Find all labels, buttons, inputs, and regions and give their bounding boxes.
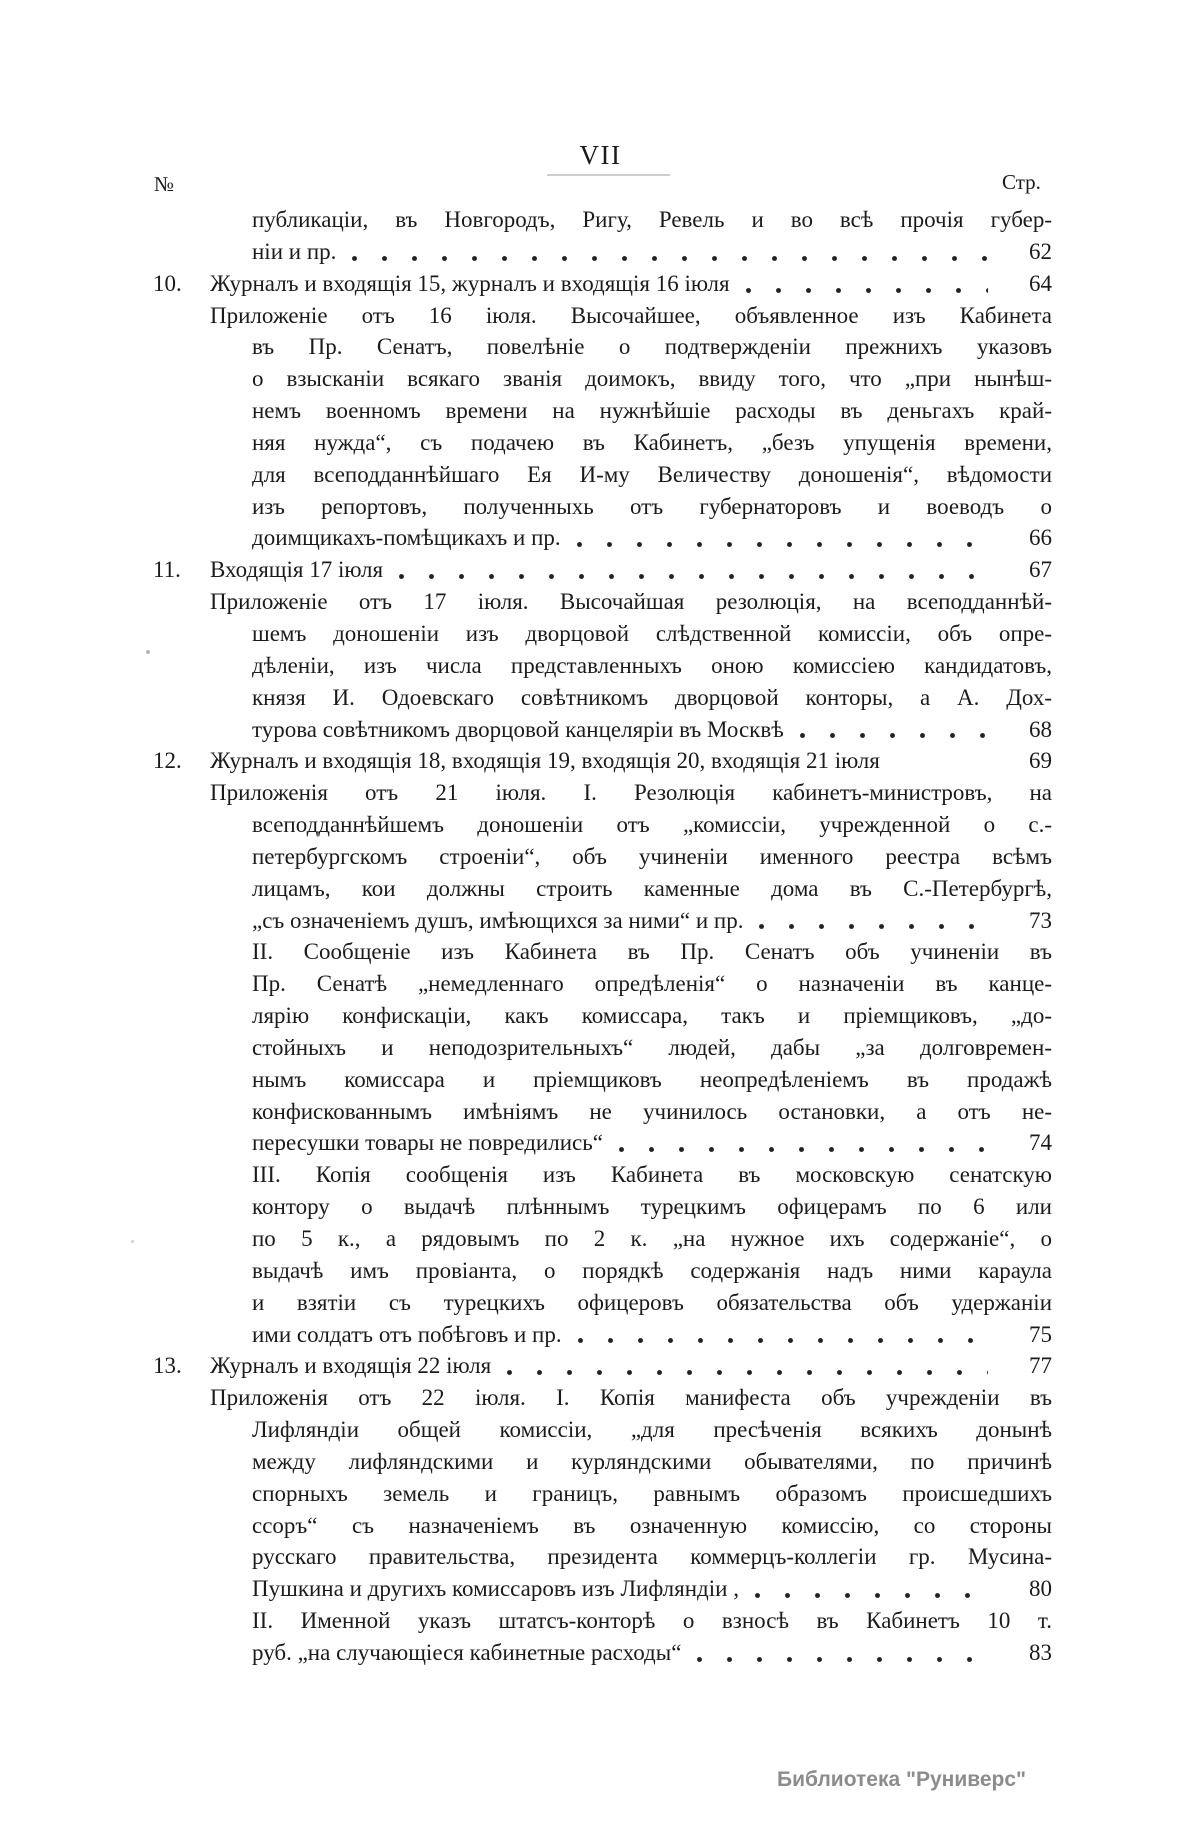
entry-text: II. Именной указъ штатсъ-конторѣ о взносѣ въ Кабинетъ 10 т. bbox=[252, 1608, 1052, 1634]
dot-leader bbox=[578, 1319, 988, 1351]
dot-leader bbox=[352, 236, 988, 268]
page-number: 68 bbox=[1029, 716, 1052, 742]
header-rule bbox=[547, 174, 670, 176]
toc-line bbox=[153, 682, 1052, 714]
toc-line bbox=[153, 427, 1052, 459]
toc-line bbox=[153, 1096, 1052, 1128]
dot-leader bbox=[746, 268, 988, 300]
toc-line bbox=[153, 745, 1052, 777]
entry-text: лярію конфискаціи, какъ комиссара, такъ и пріемщиковъ, „до- bbox=[252, 1003, 1052, 1029]
entry-text: II. Сообщеніе изъ Кабинета въ Пр. Сенатъ объ учиненіи въ bbox=[252, 939, 1052, 965]
toc-line bbox=[153, 1414, 1052, 1446]
entry-text: немъ военномъ времени на нужнѣйшіе расходы въ деньгахъ край- bbox=[252, 398, 1052, 424]
entry-text: Приложеніе отъ 17 іюля. Высочайшая резолюція, на всеподданнѣй- bbox=[210, 589, 1052, 615]
toc-line bbox=[153, 1446, 1052, 1478]
toc-line bbox=[153, 618, 1052, 650]
entry-number: 11. bbox=[153, 557, 181, 583]
page-number: 69 bbox=[1029, 748, 1052, 774]
toc-line bbox=[153, 1223, 1052, 1255]
entry-text: Приложеніе отъ 16 іюля. Высочайшее, объявленное изъ Кабинета bbox=[210, 302, 1052, 328]
page-number: 66 bbox=[1029, 525, 1052, 551]
dot-leader bbox=[619, 1127, 988, 1159]
entry-text: нымъ комиссара и пріемщиковъ неопредѣленіемъ въ продажѣ bbox=[252, 1066, 1052, 1092]
toc-line bbox=[153, 936, 1052, 968]
entry-text: Пушкина и другихъ комиссаровъ изъ Лифляндіи , bbox=[252, 1576, 739, 1602]
entry-text: шемъ доношеніи изъ дворцовой слѣдственной комиссіи, объ опре- bbox=[252, 620, 1052, 646]
toc-line bbox=[153, 1191, 1052, 1223]
entry-number: 10. bbox=[153, 270, 182, 296]
toc-line bbox=[153, 1541, 1052, 1573]
entry-text: между лифляндскими и курляндскими обывателями, по причинѣ bbox=[252, 1448, 1052, 1474]
entry-text: Входящія 17 іюля bbox=[210, 557, 384, 583]
page-roman-numeral: VII bbox=[579, 140, 622, 170]
toc-line bbox=[153, 1637, 1052, 1669]
toc-line bbox=[153, 1064, 1052, 1096]
toc-line bbox=[153, 1319, 1052, 1351]
page-number: 75 bbox=[1029, 1321, 1052, 1347]
toc-line bbox=[153, 236, 1052, 268]
toc-line bbox=[153, 873, 1052, 905]
toc-line bbox=[153, 841, 1052, 873]
entry-text: Журналъ и входящія 22 іюля bbox=[210, 1353, 492, 1379]
entry-text: Лифляндіи общей комиссіи, „для пресѣченія всякихъ донынѣ bbox=[252, 1417, 1052, 1443]
page-number: 77 bbox=[1029, 1353, 1052, 1379]
page-number: 67 bbox=[1029, 557, 1052, 583]
toc-line bbox=[153, 1478, 1052, 1510]
entry-text: Приложенія отъ 21 іюля. I. Резолюція кабинетъ-министровъ, на bbox=[210, 780, 1052, 806]
scan-speck bbox=[131, 1240, 134, 1243]
page-column-header: Стр. bbox=[1002, 170, 1041, 194]
dot-leader bbox=[577, 522, 988, 554]
entry-text: ніи и пр. bbox=[252, 238, 337, 264]
entry-text: доимщикахъ-помѣщикахъ и пр. bbox=[252, 525, 561, 551]
dot-leader bbox=[399, 554, 988, 586]
toc-line bbox=[153, 586, 1052, 618]
toc-line bbox=[153, 491, 1052, 523]
toc-line bbox=[153, 968, 1052, 1000]
toc-line bbox=[153, 1287, 1052, 1319]
toc-line bbox=[153, 363, 1052, 395]
entry-text: петербургскомъ строеніи“, объ учиненіи именного реестра всѣмъ bbox=[252, 843, 1052, 869]
toc-line bbox=[153, 459, 1052, 491]
entry-text: конфискованнымъ имѣніямъ не учинилось остановки, а отъ не- bbox=[252, 1098, 1052, 1124]
toc-line bbox=[153, 268, 1052, 300]
entry-text: стойныхъ и неподозрительныхъ“ людей, дабы „за долговремен- bbox=[252, 1034, 1052, 1060]
entry-text: русскаго правительства, президента коммерцъ-коллегіи гр. Мусина- bbox=[252, 1544, 1052, 1570]
page-number: 74 bbox=[1029, 1130, 1052, 1156]
entry-text: спорныхъ земель и границъ, равнымъ образомъ происшедшихъ bbox=[252, 1480, 1052, 1506]
entry-text: публикаціи, въ Новгородъ, Ригу, Ревель и во всѣ прочія губер- bbox=[252, 207, 1052, 232]
dot-leader bbox=[759, 905, 988, 937]
page-number: 64 bbox=[1029, 270, 1052, 296]
entry-text: дѣленіи, изъ числа представленныхъ оною комиссіею кандидатовъ, bbox=[252, 652, 1052, 678]
entry-text: по 5 к., а рядовымъ по 2 к. „на нужное ихъ содержаніе“, о bbox=[252, 1226, 1052, 1251]
page-number: 62 bbox=[1029, 238, 1052, 264]
entry-text: ими солдатъ отъ побѣговъ и пр. bbox=[252, 1321, 562, 1347]
toc-line bbox=[153, 1573, 1052, 1605]
toc-line bbox=[153, 1382, 1052, 1414]
page-number: 73 bbox=[1029, 907, 1052, 933]
entry-number: 13. bbox=[153, 1353, 182, 1379]
toc-line bbox=[153, 905, 1052, 937]
entry-text: контору о выдачѣ плѣннымъ турецкимъ офицерамъ по 6 или bbox=[252, 1194, 1052, 1220]
toc-line bbox=[153, 714, 1052, 746]
entry-text: о взысканіи всякаго званія доимокъ, ввиду того, что „при нынѣш- bbox=[252, 366, 1052, 392]
entry-text: руб. „на случающіеся кабинетные расходы“ bbox=[252, 1639, 682, 1665]
entry-text: лицамъ, кои должны строить каменные дома въ С.-Петербургѣ, bbox=[252, 875, 1052, 901]
toc-line bbox=[153, 1605, 1052, 1637]
number-column-header: № bbox=[154, 172, 175, 196]
entry-text: для всеподданнѣйшаго Ея И-му Величеству доношенія“, вѣдомости bbox=[252, 461, 1052, 487]
entry-text: „съ означеніемъ душъ, имѣющихся за ними“ и пр. bbox=[252, 907, 744, 933]
toc-line bbox=[153, 300, 1052, 332]
toc-line bbox=[153, 1350, 1052, 1382]
toc-list bbox=[153, 204, 1052, 1669]
entry-text: и взятіи съ турецкихъ офицеровъ обязательства объ удержаніи bbox=[252, 1289, 1052, 1315]
entry-text: пересушки товары не повредились“ bbox=[252, 1130, 603, 1156]
toc-line bbox=[153, 554, 1052, 586]
dot-leader bbox=[800, 714, 988, 746]
toc-line bbox=[153, 1032, 1052, 1064]
toc-line bbox=[153, 650, 1052, 682]
toc-line bbox=[153, 1255, 1052, 1287]
entry-text: въ Пр. Сенатъ, повелѣніе о подтвержденіи прежнихъ указовъ bbox=[252, 334, 1052, 360]
entry-text: турова совѣтникомъ дворцовой канцеляріи въ Москвѣ bbox=[252, 716, 784, 742]
entry-text: выдачѣ имъ провіанта, о порядкѣ содержанія надъ ними караула bbox=[252, 1257, 1052, 1283]
toc-line bbox=[153, 1127, 1052, 1159]
entry-text: изъ репортовъ, полученныхь отъ губернаторовъ и воеводъ о bbox=[252, 493, 1052, 519]
page-number: 80 bbox=[1029, 1576, 1052, 1602]
entry-text: III. Копія сообщенія изъ Кабинета въ московскую сенатскую bbox=[252, 1162, 1052, 1188]
toc-line bbox=[153, 1000, 1052, 1032]
toc-line bbox=[153, 204, 1052, 236]
toc-line bbox=[153, 395, 1052, 427]
library-watermark: Библиотека "Руниверс" bbox=[777, 1768, 1027, 1791]
toc-line bbox=[153, 809, 1052, 841]
toc-line bbox=[153, 522, 1052, 554]
toc-line bbox=[153, 331, 1052, 363]
dot-leader bbox=[697, 1637, 988, 1669]
page-number: 83 bbox=[1029, 1639, 1052, 1665]
entry-number: 12. bbox=[153, 748, 182, 774]
scan-speck bbox=[146, 650, 150, 654]
toc-line bbox=[153, 1159, 1052, 1191]
dot-leader bbox=[507, 1350, 988, 1382]
dot-leader bbox=[755, 1573, 988, 1605]
toc-line bbox=[153, 777, 1052, 809]
toc-line bbox=[153, 1510, 1052, 1542]
entry-text: няя нужда“, съ подачею въ Кабинетъ, „безъ упущенія времени, bbox=[252, 429, 1052, 455]
entry-text: Пр. Сенатѣ „немедленнаго опредѣленія“ о назначеніи въ канце- bbox=[252, 971, 1052, 997]
entry-text: всеподданнѣйшемъ доношеніи отъ „комиссіи, учрежденной о с.- bbox=[252, 812, 1052, 838]
entry-text: князя И. Одоевскаго совѣтникомъ дворцовой конторы, а А. Дох- bbox=[252, 684, 1052, 710]
entry-text: ссоръ“ съ назначеніемъ въ означенную комиссію, со стороны bbox=[252, 1512, 1052, 1538]
entry-text: Журналъ и входящія 15, журналъ и входящія 16 іюля bbox=[210, 270, 730, 296]
entry-text: Журналъ и входящія 18, входящія 19, входящія 20, входящія 21 іюля bbox=[210, 748, 880, 774]
entry-text: Приложенія отъ 22 іюля. I. Копія манифеста объ учрежденіи въ bbox=[210, 1385, 1052, 1411]
